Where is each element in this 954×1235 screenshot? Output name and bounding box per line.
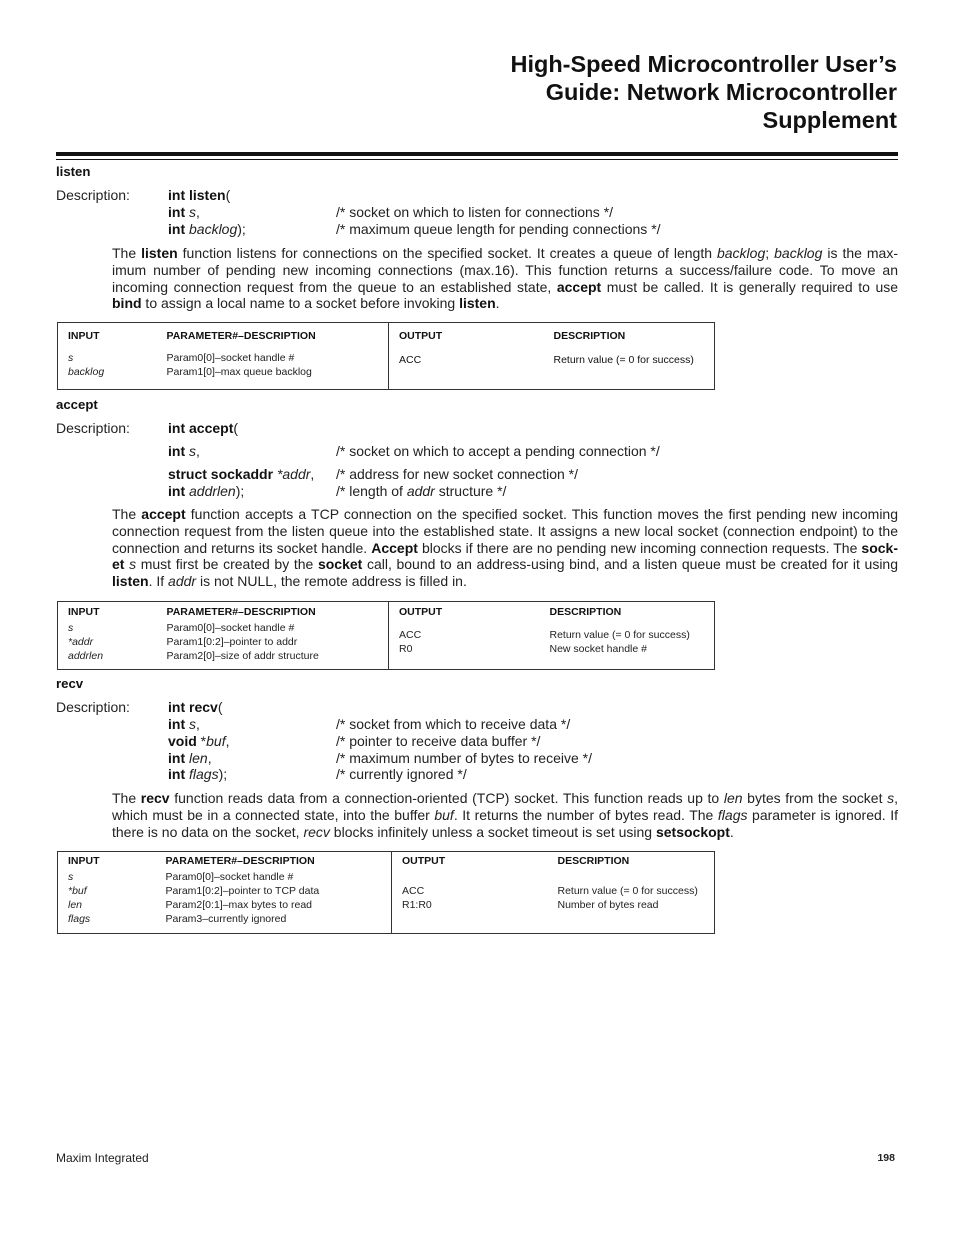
- table-header-row: [58, 602, 715, 622]
- title-line-3: Supplement: [762, 107, 897, 133]
- table-header-row: [58, 323, 715, 351]
- accept-arg-addr: struct sockaddr *addr,: [168, 466, 315, 482]
- accept-signature: int accept(: [168, 420, 239, 436]
- header-input: INPUT: [68, 606, 100, 618]
- recv-arg-len-comment: /* maximum number of bytes to receive */: [336, 750, 592, 766]
- parameter-cell: Param0[0]–socket handle # Param1[0]–max queue backlog: [166, 351, 312, 378]
- accept-arg-s-comment: /* socket on which to accept a pending connection */: [336, 443, 660, 459]
- title-line-1: High-Speed Microcontroller User’s: [510, 51, 897, 77]
- recv-signature: int recv(: [168, 699, 223, 715]
- listen-description-paragraph: The listen function listens for connections on the specified socket. It creates a queue of length backlog; backlog is the max-imum number of pending new incoming connections (max.16). This function returns a success/failure code. To move an incoming connection request from the queue to an established state, accept must be called. It is generally required to use bind to assign a local name to a socket before invoking listen.: [112, 245, 899, 312]
- listen-arg-backlog: int backlog);: [168, 221, 246, 237]
- header-output: OUTPUT: [399, 330, 443, 342]
- recv-heading: recv: [56, 676, 84, 691]
- footer-company: Maxim Integrated: [56, 1151, 149, 1165]
- listen-arg-backlog-comment: /* maximum queue length for pending connections */: [336, 221, 661, 237]
- title-line-2: Guide: Network Microcontroller: [545, 79, 897, 105]
- recv-arg-len: int len,: [168, 750, 212, 766]
- header-description: DESCRIPTION: [549, 606, 622, 618]
- document-title: [377, 50, 897, 134]
- output-cell: ACC R0: [389, 621, 540, 670]
- parameter-cell: Param0[0]–socket handle # Param1[0:2]–pointer to addr Param2[0]–size of addr structure: [166, 622, 319, 662]
- accept-arg-s: int s,: [168, 443, 200, 459]
- recv-description-label: Description:: [56, 699, 130, 715]
- accept-description-label: Description:: [56, 420, 130, 436]
- recv-arg-flags-comment: /* currently ignored */: [336, 766, 467, 782]
- recv-description-paragraph: The recv function reads data from a connection-oriented (TCP) socket. This function reads up to len bytes from the socket s, which must be in a connected state, into the buffer buf. It returns the number of bytes read. The flags parameter is ignored. If there is no data on the socket, recv blocks infinitely unless a socket timeout is set using setsockopt.: [112, 790, 899, 840]
- accept-arg-addrlen-comment: /* length of addr structure */: [336, 483, 507, 499]
- output-cell: ACC R1:R0: [392, 870, 548, 933]
- header-output: OUTPUT: [392, 852, 548, 871]
- listen-parameter-table: [57, 322, 715, 390]
- header-input: INPUT: [68, 330, 100, 342]
- listen-description-label: Description:: [56, 187, 130, 203]
- title-rule-thin: [56, 159, 898, 160]
- output-description-column: [544, 323, 715, 390]
- accept-signature-func: int accept: [168, 420, 234, 436]
- input-cell: s *addr addrlen: [68, 622, 104, 662]
- header-description: DESCRIPTION: [557, 855, 630, 867]
- table-header-row: [58, 852, 715, 871]
- input-cell: s *buf len flags: [68, 871, 91, 926]
- header-input: INPUT: [68, 855, 100, 867]
- table-row: [58, 621, 715, 670]
- output-description-value: Return value (= 0 for success): [553, 354, 694, 366]
- recv-arg-s: int s,: [168, 716, 200, 732]
- accept-heading: accept: [56, 397, 98, 412]
- accept-parameter-table: [57, 601, 715, 670]
- header-parameter: PARAMETER#–DESCRIPTION: [166, 606, 316, 618]
- recv-parameter-table: [57, 851, 715, 934]
- output-description-cell: Return value (= 0 for success) Number of bytes read: [557, 885, 698, 912]
- title-rule-thick: [56, 152, 898, 156]
- accept-description-paragraph: The accept function accepts a TCP connection on the specified socket. This function moves the first pending new incoming connection request from the listen queue into the established state. It assigns a new local socket (connection endpoint) to the connection and returns its socket handle. Accept blocks if there are no pending new incoming connection requests. The sock-et s must first be created by the socket call, bound to an address-using bind, and a listen queue must be created for it using listen. If addr is not NULL, the remote address is filled in.: [112, 506, 899, 590]
- header-description: DESCRIPTION: [553, 330, 626, 342]
- header-parameter: PARAMETER#–DESCRIPTION: [166, 330, 316, 342]
- table-row: [58, 870, 715, 933]
- listen-signature-func: int listen: [168, 187, 226, 203]
- recv-arg-s-comment: /* socket from which to receive data */: [336, 716, 571, 732]
- accept-arg-addr-comment: /* address for new socket connection */: [336, 466, 579, 482]
- listen-signature: int listen(: [168, 187, 231, 203]
- recv-signature-func: int recv: [168, 699, 218, 715]
- output-value: ACC: [399, 354, 422, 366]
- listen-arg-s-comment: /* socket on which to listen for connections */: [336, 204, 614, 220]
- header-output: OUTPUT: [389, 602, 540, 622]
- parameter-cell: Param0[0]–socket handle # Param1[0:2]–pointer to TCP data Param2[0:1]–max bytes to read Param3–currently ignored: [165, 871, 320, 926]
- page-number: 198: [877, 1152, 895, 1164]
- input-cell: s backlog: [68, 351, 105, 378]
- header-parameter: PARAMETER#–DESCRIPTION: [165, 855, 315, 867]
- listen-heading: listen: [56, 164, 91, 179]
- accept-arg-addrlen: int addrlen);: [168, 483, 245, 499]
- recv-arg-flags: int flags);: [168, 766, 228, 782]
- recv-arg-buf: void *buf,: [168, 733, 230, 749]
- listen-arg-s: int s,: [168, 204, 200, 220]
- recv-arg-buf-comment: /* pointer to receive data buffer */: [336, 733, 541, 749]
- output-description-cell: Return value (= 0 for success) New socket handle #: [549, 629, 690, 655]
- output-column: [389, 323, 544, 390]
